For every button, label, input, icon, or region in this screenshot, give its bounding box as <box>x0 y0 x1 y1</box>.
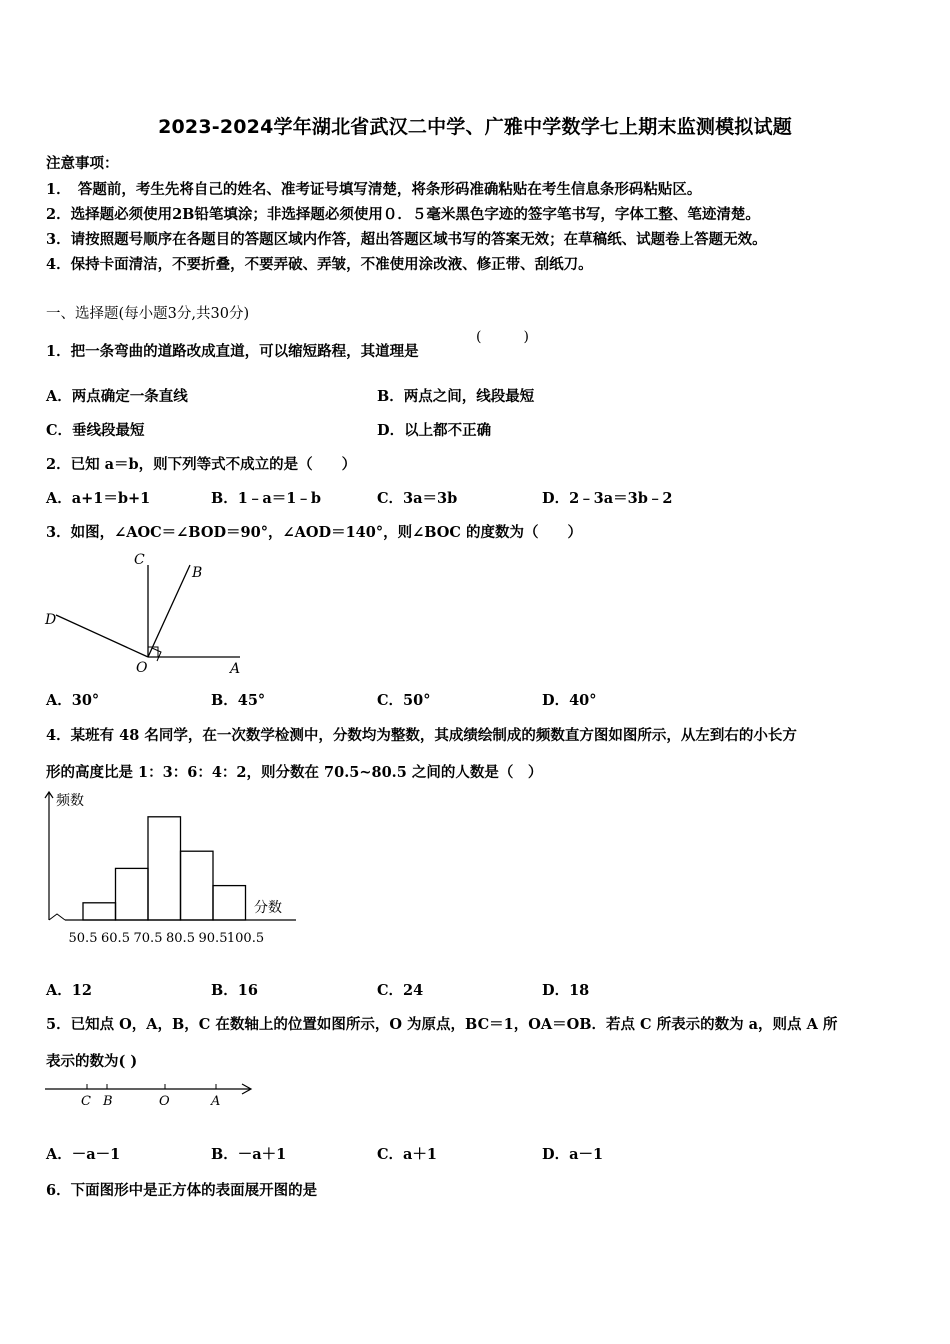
ray-od <box>56 615 148 657</box>
q4-option-a: A．12 <box>46 982 92 999</box>
q3-option-d: D．40° <box>542 692 597 709</box>
ray-ob <box>148 565 190 657</box>
axis-break-mark <box>49 914 65 920</box>
section-heading: 一、选择题(每小题3分,共30分) <box>46 306 250 322</box>
q2-option-d: D．2﹣3a＝3b﹣2 <box>542 490 673 507</box>
q3-option-c: C．50° <box>377 692 431 709</box>
label-c: C <box>134 552 145 568</box>
label-o: O <box>136 660 148 676</box>
q5-stem-line1: 5．已知点 O，A，B，C 在数轴上的位置如图所示，O 为原点，BC＝1，OA＝OB．若点 C 所表示的数为 a，则点 A 所 <box>46 1016 838 1033</box>
q4-option-b: B．16 <box>211 982 258 999</box>
notice-item-4: 4．保持卡面清洁，不要折叠，不要弄破、弄皱，不准使用涂改液、修正带、刮纸刀。 <box>46 256 593 273</box>
label-a: A <box>230 661 241 677</box>
label-d: D <box>45 612 57 628</box>
label-b: B <box>192 565 203 581</box>
q3-angle-figure <box>40 545 260 680</box>
histogram-bar-2 <box>116 868 149 920</box>
q5-option-d: D．a－1 <box>542 1146 604 1163</box>
q4-option-d: D．18 <box>542 982 590 999</box>
x-axis-label: 分数 <box>254 900 282 916</box>
x-tick-label: 80.5 <box>166 931 195 946</box>
q1-answer-paren: ( ) <box>476 329 529 345</box>
q2-option-a: A．a+1＝b+1 <box>46 490 151 507</box>
q4-stem-line1: 4．某班有 48 名同学，在一次数学检测中，分数均为整数，其成绩绘制成的频数直方图如图所示，从左到右的小长方 <box>46 727 797 744</box>
right-angle-mark-bod <box>152 648 161 661</box>
q3-stem: 3．如图，∠AOC＝∠BOD＝90°，∠AOD＝140°，则∠BOC 的度数为（ ） <box>46 524 582 541</box>
q1-option-b: B．两点之间，线段最短 <box>377 388 535 405</box>
q3-option-a: A．30° <box>46 692 100 709</box>
point-label-b: B <box>103 1094 113 1109</box>
x-tick-label: 60.5 <box>101 931 130 946</box>
point-label-a: A <box>211 1094 221 1109</box>
notice-item-1: 1． 答题前，考生先将自己的姓名、准考证号填写清楚，将条形码准确粘贴在考生信息条形码粘贴区。 <box>46 181 702 198</box>
point-label-c: C <box>81 1094 91 1109</box>
x-tick-label: 100.5 <box>226 931 265 946</box>
point-label-o: O <box>159 1094 170 1109</box>
q2-option-c: C．3a＝3b <box>377 490 458 507</box>
q2-stem: 2．已知 a＝b，则下列等式不成立的是（ ） <box>46 456 357 473</box>
q5-option-b: B．－a＋1 <box>211 1146 287 1163</box>
q5-number-line <box>40 1078 260 1114</box>
x-tick-label: 90.5 <box>198 931 228 946</box>
page-title: 2023-2024学年湖北省武汉二中学、广雅中学数学七上期末监测模拟试题 <box>158 116 792 138</box>
q4-stem-line2: 形的高度比是 1：3：6：4：2，则分数在 70.5~80.5 之间的人数是（ ） <box>46 764 543 781</box>
q1-option-c: C．垂线段最短 <box>46 422 145 439</box>
y-axis-label: 频数 <box>56 793 84 809</box>
q3-option-b: B．45° <box>211 692 266 709</box>
notice-item-3: 3．请按照题号顺序在各题目的答题区域内作答，超出答题区域书写的答案无效；在草稿纸、试题卷上答题无效。 <box>46 231 767 248</box>
q6-stem: 6．下面图形中是正方体的表面展开图的是 <box>46 1182 318 1199</box>
q1-option-a: A．两点确定一条直线 <box>46 388 188 405</box>
q1-stem: 1．把一条弯曲的道路改成直道，可以缩短路程，其道理是 <box>46 343 419 360</box>
histogram-bar-4 <box>181 851 214 920</box>
q1-option-d: D．以上都不正确 <box>377 422 492 439</box>
notice-heading: 注意事项： <box>46 155 119 172</box>
q2-option-b: B．1﹣a＝1﹣b <box>211 490 321 507</box>
q4-option-c: C．24 <box>377 982 424 999</box>
histogram-bar-1 <box>83 903 116 920</box>
q5-stem-line2: 表示的数为( ) <box>46 1053 138 1070</box>
q5-option-a: A．－a－1 <box>46 1146 121 1163</box>
x-tick-label: 50.5 <box>68 931 98 946</box>
histogram-bar-5 <box>213 886 246 920</box>
histogram-bar-3 <box>148 817 181 920</box>
q4-histogram <box>40 788 300 953</box>
x-tick-label: 70.5 <box>133 931 163 946</box>
q5-option-c: C．a＋1 <box>377 1146 438 1163</box>
notice-item-2: 2．选择题必须使用2B铅笔填涂；非选择题必须使用０．５毫米黑色字迹的签字笔书写，字体工整、笔迹清楚。 <box>46 206 760 223</box>
